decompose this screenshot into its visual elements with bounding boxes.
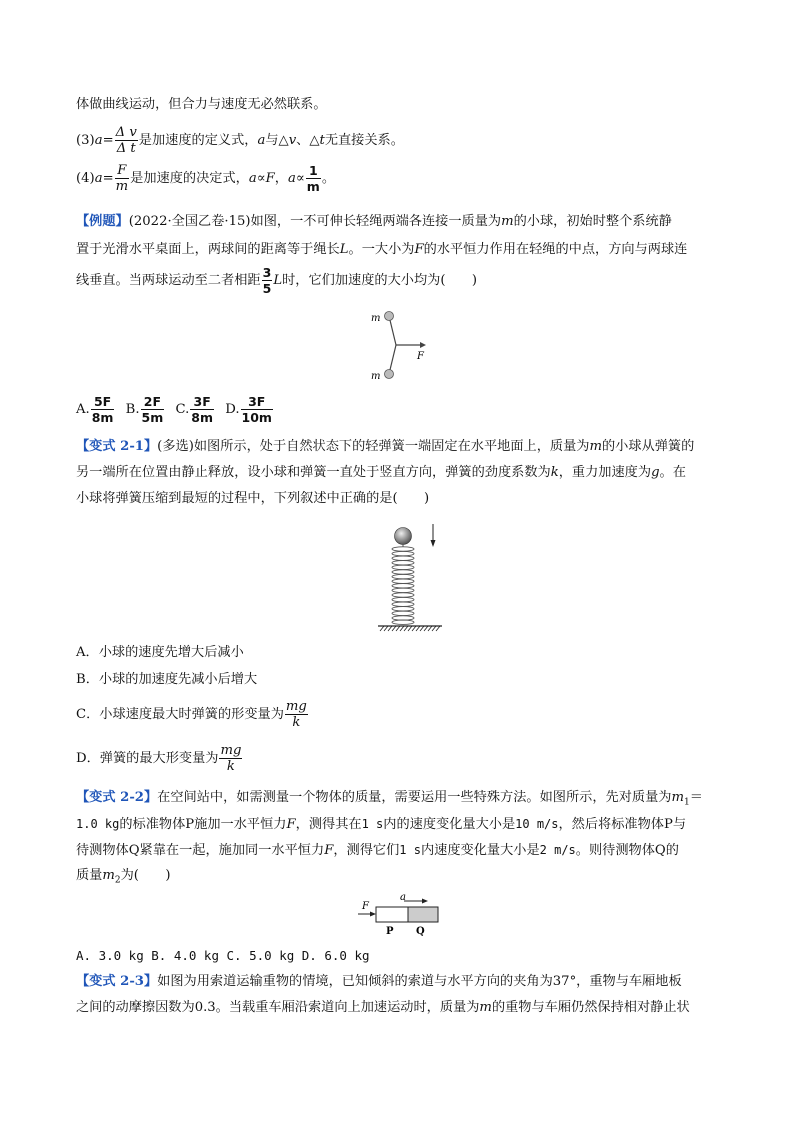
option-text: C．小球速度最大时弹簧的形变量为: [76, 707, 284, 722]
label-Q: Q: [416, 926, 425, 936]
fraction-denominator: 10m: [241, 410, 272, 425]
text-span: 质量: [76, 868, 103, 883]
text-span: 内的速度变化量大小是: [383, 817, 516, 832]
fraction-3-5: [262, 265, 273, 296]
option-fraction: [91, 394, 115, 425]
text-span: 的标准物体P施加一水平恒力: [119, 817, 287, 832]
option-label: D.: [225, 402, 240, 417]
subscript: 2: [114, 875, 121, 886]
label-m-top: m: [371, 313, 381, 324]
text-span: 的小球，初始时整个系统静: [513, 214, 672, 229]
text-span: ＝: [689, 790, 703, 805]
ball: [395, 528, 412, 545]
example-tag: 【例题】: [76, 214, 129, 229]
text-span: (2022·全国乙卷·15)如图，一不可伸长轻绳两端各连接一质量为: [128, 214, 502, 229]
proportional-sign: ∝: [295, 171, 305, 186]
symbol-a: a: [257, 133, 266, 148]
block-Q: [408, 907, 438, 922]
label-a: a: [400, 892, 406, 903]
text-span: 置于光滑水平桌面上，两球间的距离等于绳长: [76, 242, 340, 257]
text-span: ，: [274, 171, 288, 186]
symbol-k: k: [550, 465, 559, 480]
text-span: 体做曲线运动，但合力与速度无必然联系。: [76, 97, 327, 112]
arrow-head: [431, 540, 436, 547]
formula-line-3: [76, 124, 722, 158]
option-text: B．小球的加速度先减小后增大: [76, 672, 258, 687]
variant-tag: 【变式 2-3】: [76, 974, 158, 989]
variant-2-2-line-4: [76, 866, 722, 891]
text-span: 在空间站中，如需测量一个物体的质量，需要运用一些特殊方法。如图所示，先对质量为: [157, 790, 672, 805]
fraction-denominator: 8m: [91, 410, 114, 425]
variant-2-1-option-a[interactable]: [76, 643, 722, 663]
text-span: 。在: [659, 465, 686, 480]
text-span: 另一端所在位置由静止释放，设小球和弹簧一直处于竖直方向，弹簧的劲度系数为: [76, 465, 551, 480]
fraction-numerator: Δ v: [115, 125, 137, 140]
variant-tag: 【变式 2-2】: [76, 790, 158, 805]
two-balls-figure: [360, 305, 450, 387]
spring-coils: [392, 545, 414, 625]
text-span: 内速度变化量大小是: [420, 843, 540, 858]
block-P: [376, 907, 408, 922]
text-line: [76, 95, 722, 115]
arrow-head: [422, 899, 428, 904]
option-c[interactable]: [175, 392, 215, 428]
text-span: 、△: [296, 133, 320, 148]
symbol-F: F: [265, 171, 275, 186]
arrow-head: [370, 912, 376, 917]
text-span: 之间的动摩擦因数为: [76, 1000, 195, 1015]
fraction-denominator: Δ t: [116, 141, 136, 156]
symbol-t: t: [319, 133, 325, 148]
variant-2-1-option-d[interactable]: [76, 741, 722, 777]
fraction-numerator: 3F: [190, 394, 214, 410]
ground-hatch: [380, 626, 440, 631]
text-span: ，重力加速度为: [558, 465, 652, 480]
text-span: ，重物与车厢地板: [576, 974, 682, 989]
text-span: 是加速度的决定式，: [130, 171, 249, 186]
fraction-denominator: 5m: [141, 410, 164, 425]
example-line-3: [76, 263, 722, 299]
value-span: 10 m/s: [515, 817, 559, 831]
text-span: 与△: [265, 133, 289, 148]
equals-sign: =: [102, 171, 114, 186]
symbol-F: F: [414, 242, 424, 257]
fraction-numerator: F: [115, 163, 130, 179]
spring-figure: [372, 518, 452, 634]
option-a[interactable]: [76, 392, 115, 428]
option-label: B.: [125, 402, 140, 417]
text-span: 。: [321, 171, 336, 186]
example-line-2: [76, 240, 722, 260]
symbol-F: F: [286, 817, 296, 832]
symbol-v: v: [288, 133, 297, 148]
variant-2-2-line-1: [76, 788, 722, 813]
variant-2-1-line-3: [76, 489, 722, 509]
text-span: 如图为用索道运输重物的情境，已知倾斜的索道与水平方向的夹角为: [157, 974, 553, 989]
variant-2-1-line-1: [76, 437, 722, 457]
text-span: ，然后将标准物体P与: [558, 817, 687, 832]
variant-2-1-option-b[interactable]: [76, 670, 722, 690]
fraction-mg-k: [219, 743, 242, 774]
text-span: 的重物与车厢仍然保持相对静止状: [491, 1000, 690, 1015]
label-F: F: [417, 351, 424, 362]
value-span: 2 m/s: [539, 843, 576, 857]
fraction-numerator: mg: [285, 699, 307, 714]
fraction-denominator: m: [115, 179, 129, 194]
options-text: A. 3.0 kg B. 4.0 kg C. 5.0 kg D. 6.0 kg: [76, 948, 370, 963]
fraction-F-m: [115, 163, 130, 194]
option-d[interactable]: [225, 392, 274, 428]
text-span: 时，它们加速度的大小均为( ): [282, 273, 478, 288]
option-b[interactable]: [126, 392, 166, 428]
value-span: 37°: [552, 974, 577, 989]
option-text: A．小球的速度先增大后减小: [76, 645, 244, 660]
fraction-numerator: mg: [220, 743, 242, 758]
symbol-m: m: [102, 868, 115, 883]
variant-2-2-line-2: [76, 814, 722, 835]
label-F: F: [362, 901, 369, 912]
fraction-denominator: 5: [262, 281, 272, 296]
text-span: 线垂直。当两球运动至二者相距: [76, 273, 261, 288]
variant-2-3-line-2: [76, 998, 722, 1018]
fraction-numerator: 2F: [141, 394, 165, 410]
symbol-F: F: [324, 843, 334, 858]
variant-tag: 【变式 2-1】: [76, 439, 158, 454]
fraction-numerator: 3: [262, 265, 272, 280]
fraction-numerator: 5F: [91, 394, 115, 410]
fraction-numerator: 3F: [241, 394, 273, 410]
fraction-denominator: 8m: [191, 410, 214, 425]
fraction-numerator: 1: [306, 163, 321, 179]
label-P: P: [386, 926, 394, 936]
fraction-mg-k: [285, 699, 308, 730]
text-span: 无直接关系。: [324, 133, 404, 148]
symbol-m: m: [501, 214, 514, 229]
formula-line-4: [76, 162, 722, 196]
variant-2-2-options[interactable]: [76, 946, 722, 966]
ball-top: [385, 312, 394, 321]
symbol-L: L: [273, 273, 283, 288]
variant-2-1-option-c[interactable]: [76, 697, 722, 733]
label-m-bottom: m: [371, 371, 381, 382]
option-fraction: [241, 394, 273, 425]
symbol-a: a: [94, 133, 103, 148]
text-span: 。则待测物体Q的: [575, 843, 679, 858]
symbol-m: m: [479, 1000, 492, 1015]
text-span: 待测物体Q紧靠在一起，施加同一水平恒力: [76, 843, 325, 858]
item-number: (3): [76, 133, 95, 148]
item-number: (4): [76, 171, 95, 186]
variant-2-3-line-1: [76, 972, 722, 992]
symbol-a: a: [287, 171, 296, 186]
fraction-dv-dt: [115, 125, 138, 156]
text-span: 小球将弹簧压缩到最短的过程中，下列叙述中正确的是( ): [76, 491, 430, 506]
symbol-m: m: [671, 790, 684, 805]
value-span: 1.0 kg: [76, 817, 120, 831]
fraction-denominator: m: [306, 179, 320, 194]
symbol-a: a: [248, 171, 257, 186]
text-span: 为( ): [120, 868, 171, 883]
option-text: D．弹簧的最大形变量为: [76, 751, 219, 766]
value-span: 1 s: [399, 843, 421, 857]
example-options: [76, 392, 722, 428]
text-span: 。当载重车厢沿索道向上加速运动时，质量为: [215, 1000, 480, 1015]
option-fraction: [190, 394, 214, 425]
text-span: ，测得它们: [333, 843, 400, 858]
variant-2-1-line-2: [76, 463, 722, 483]
arrow-head: [420, 342, 426, 348]
example-line-1: [76, 212, 722, 232]
ball-bottom: [385, 370, 394, 379]
blocks-figure: [352, 892, 448, 936]
fraction-denominator: k: [226, 759, 235, 774]
text-span: 的水平恒力作用在轻绳的中点，方向与两球连: [423, 242, 688, 257]
fraction-1-m: [306, 163, 321, 194]
text-span: 。一大小为: [348, 242, 415, 257]
proportional-sign: ∝: [256, 171, 266, 186]
symbol-m: m: [589, 439, 602, 454]
value-span: 0.3: [194, 1000, 216, 1015]
symbol-g: g: [651, 465, 660, 480]
symbol-a: a: [94, 171, 103, 186]
text-span: (多选)如图所示，处于自然状态下的轻弹簧一端固定在水平地面上，质量为: [157, 439, 590, 454]
option-fraction: [141, 394, 165, 425]
value-span: 1 s: [361, 817, 384, 831]
equals-sign: =: [102, 133, 114, 148]
variant-2-2-line-3: [76, 840, 722, 861]
fraction-denominator: k: [292, 715, 301, 730]
text-span: 的小球从弹簧的: [601, 439, 695, 454]
symbol-L: L: [339, 242, 349, 257]
text-span: ，测得其在: [295, 817, 362, 832]
option-label: A.: [76, 402, 90, 417]
subscript: 1: [684, 797, 690, 808]
text-span: 是加速度的定义式，: [138, 133, 258, 148]
option-label: C.: [175, 402, 190, 417]
